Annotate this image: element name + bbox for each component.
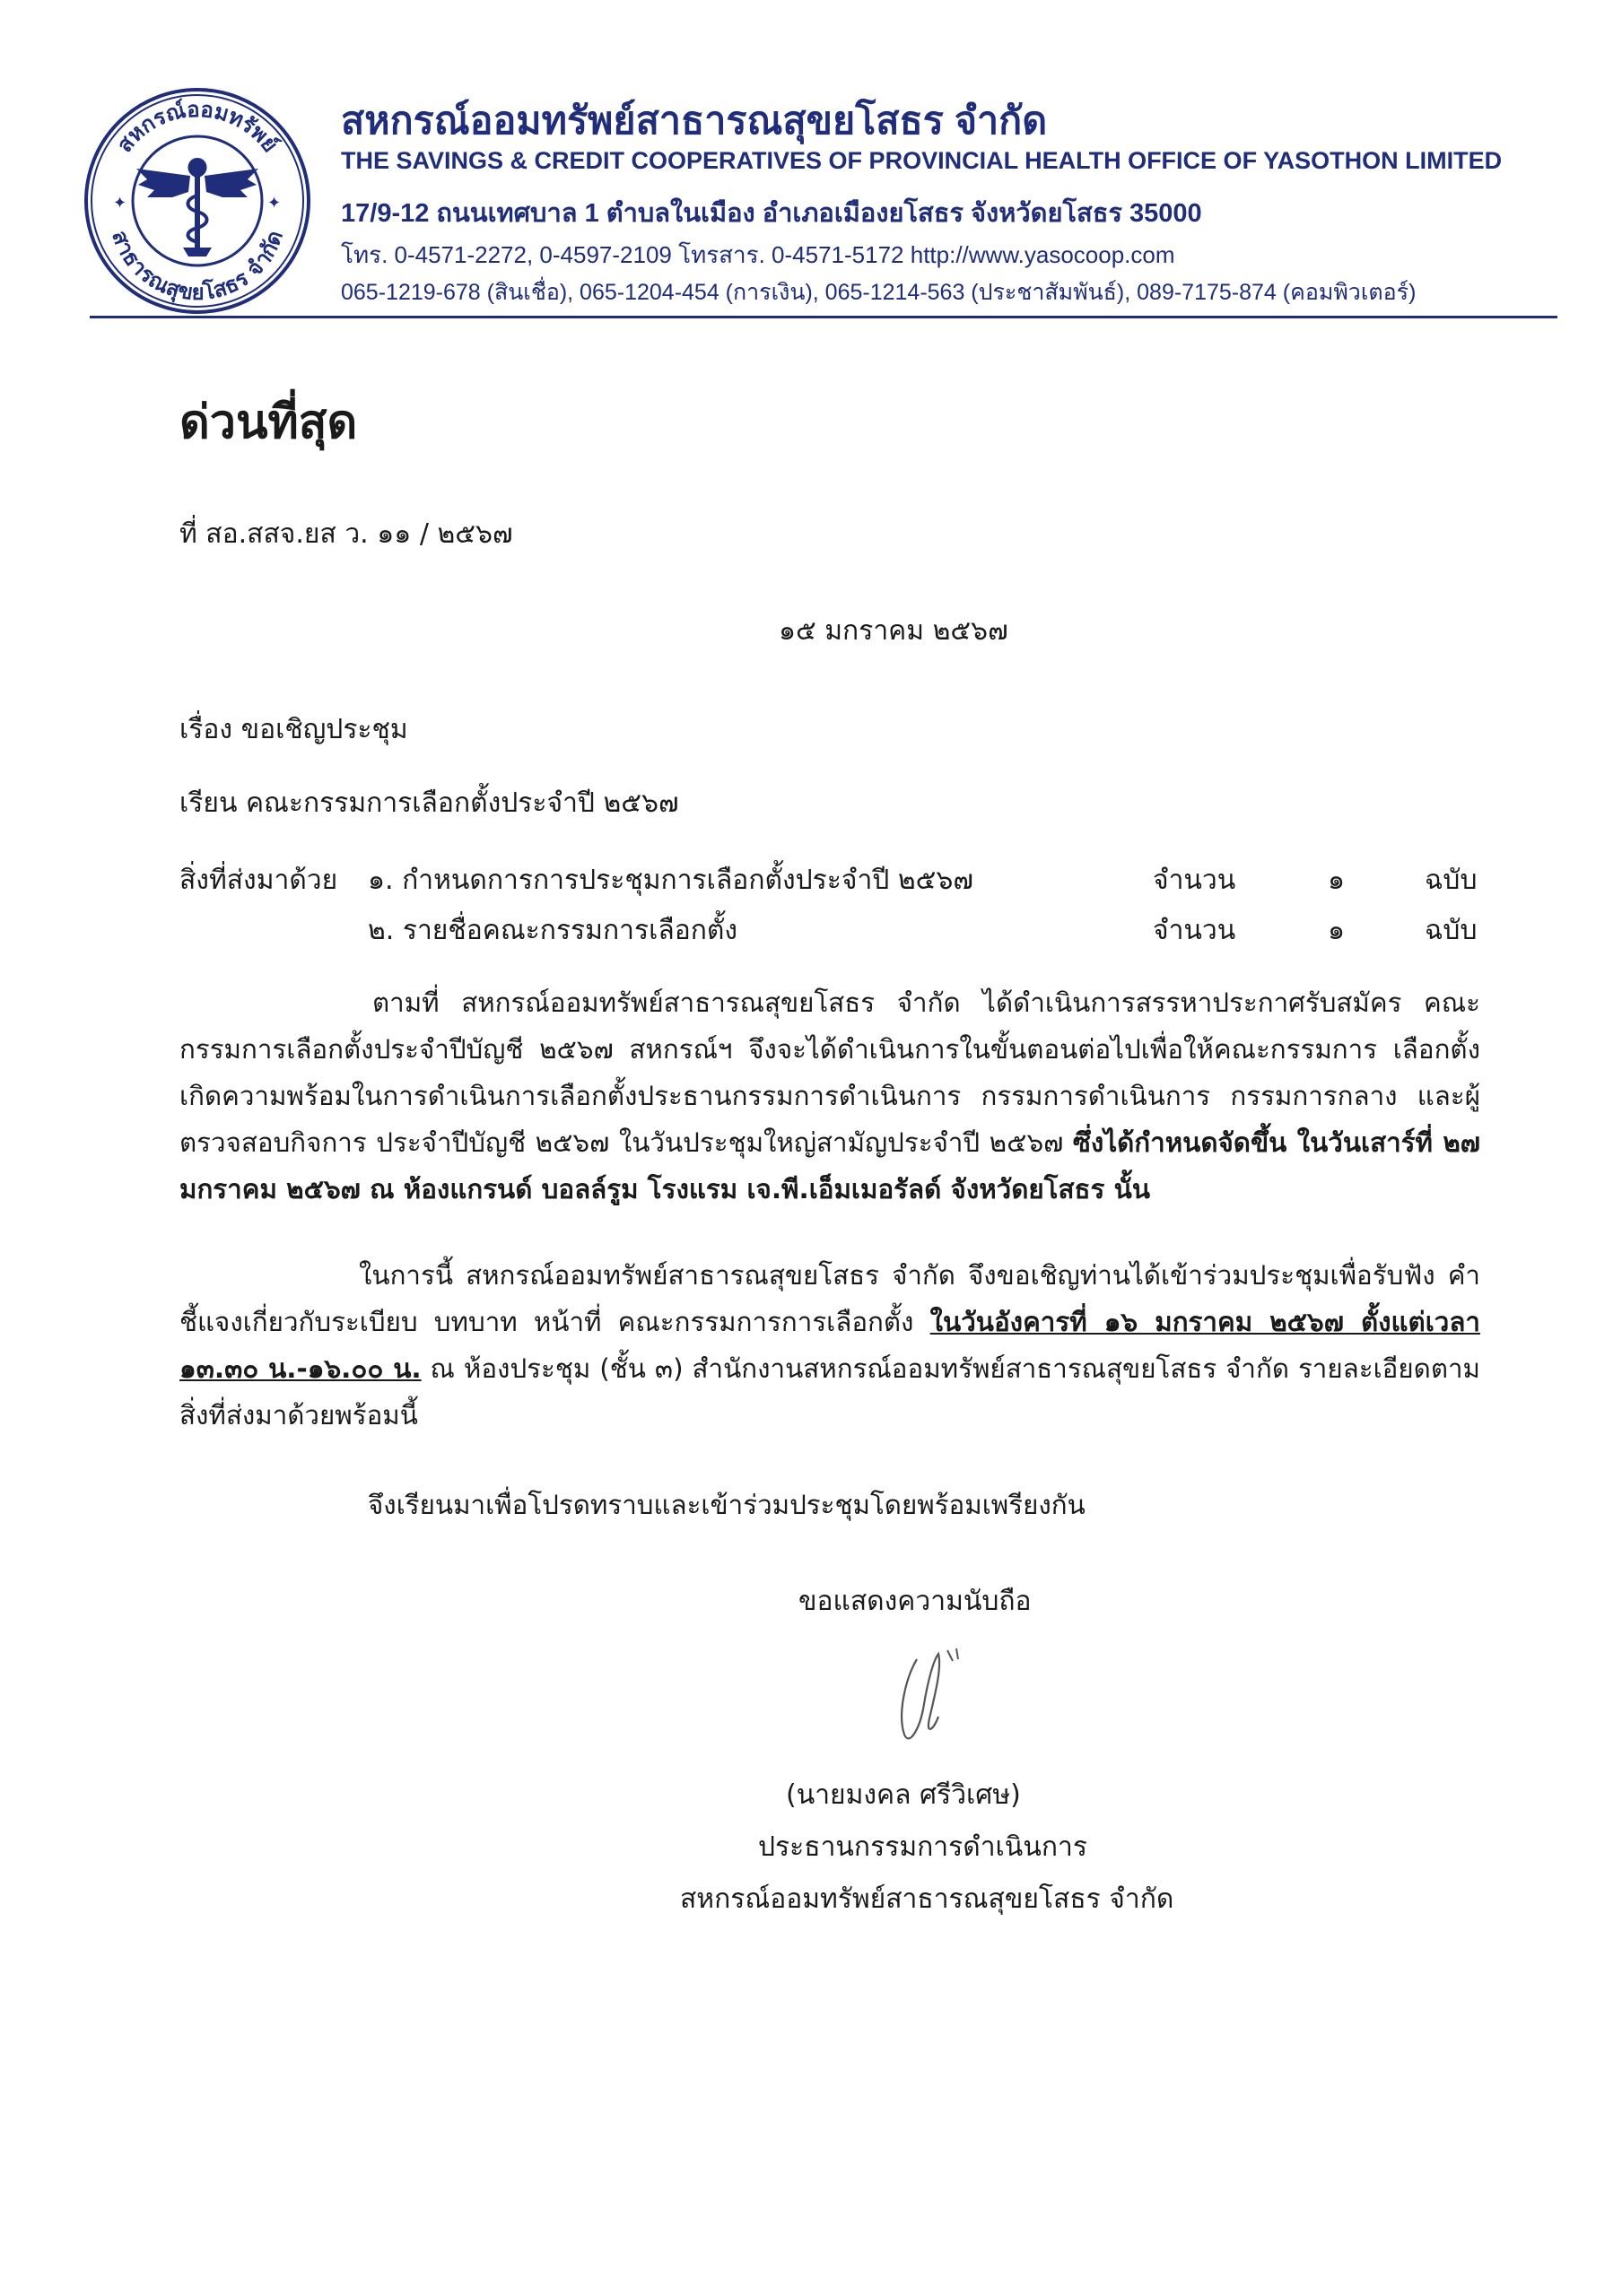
signer-title: ประธานกรรมการดำเนินการ — [758, 1831, 1087, 1863]
enclosure-unit: ฉบับ — [1425, 915, 1478, 946]
org-name-english: THE SAVINGS & CREDIT COOPERATIVES OF PROVINCIAL HEALTH OFFICE OF YASOTHON LIMITED — [341, 147, 1503, 174]
para2-location-text: ณ ห้องประชุม (ชั้น ๓) สำนักงานสหกรณ์ออมทรัพย์สาธารณสุขยโสธร จำกัด รายละเอียดตามสิ่งที่ส่งมาด้วยพร้อมนี้ — [179, 1353, 1480, 1431]
enclosure-row — [0, 909, 1622, 945]
org-name-thai: สหกรณ์ออมทรัพย์สาธารณสุขยโสธร จำกัด — [341, 100, 1048, 143]
seal-text-top: สหกรณ์ออมทรัพย์ — [111, 96, 283, 158]
para1-meeting-date-emphasis: ซึ่งได้กำหนดจัดขึ้น ในวันเสาร์ที่ ๒๗ มกราคม ๒๕๖๗ ณ ห้องแกรนด์ บอลล์รูม โรงแรม เจ.พี.เอ็มเมอรัลด์ จังหวัดยโสธร นั้น — [179, 1127, 1480, 1205]
letter-date: ๑๕ มกราคม ๒๕๖๗ — [779, 615, 1008, 647]
contact-phone-web: โทร. 0-4571-2272, 0-4597-2109 โทรสาร. 0-4571-5172 http://www.yasocoop.com — [341, 241, 1175, 268]
para2-briefing-date-emphasis: ในวันอังคารที่ ๑๖ มกราคม ๒๕๖๗ ตั้งแต่เวลา ๑๓.๓๐ น.-๑๖.๐๐ น. — [179, 1307, 1480, 1384]
enclosure-row — [0, 859, 1622, 895]
enclosure-count: ๑ — [1328, 915, 1346, 946]
letter-subject: เรื่อง ขอเชิญประชุม — [179, 714, 408, 745]
enclosure-item: ๑. กำหนดการการประชุมการเลือกตั้งประจำปี ๒๕๖๗ — [368, 865, 973, 896]
body-paragraph-1 — [179, 979, 1480, 1213]
contact-department-phones: 065-1219-678 (สินเชื่อ), 065-1204-454 (การเงิน), 065-1214-563 (ประชาสัมพันธ์), 089-7175-874 (คอมพิวเตอร์) — [341, 280, 1417, 305]
enclosure-unit: ฉบับ — [1425, 865, 1478, 896]
body-paragraph-3: จึงเรียนมาเพื่อโปรดทราบและเข้าร่วมประชุมโดยพร้อมเพรียงกัน — [368, 1490, 1086, 1520]
letterhead-divider — [90, 316, 1557, 318]
urgency-heading: ด่วนที่สุด — [179, 396, 358, 449]
signer-name: (นายมงคล ศรีวิเศษ) — [786, 1779, 1021, 1811]
enclosure-amount-label: จำนวน — [1153, 865, 1236, 896]
para1-text: ตามที่ สหกรณ์ออมทรัพย์สาธารณสุขยโสธร จำกัด ได้ดำเนินการสรรหาประกาศรับสมัคร คณะกรรมการเลือกตั้งประจำปีบัญชี ๒๕๖๗ สหกรณ์ฯ จึงจะได้ดำเนินการในขั้นตอนต่อไปเพื่อให้คณะกรรมการ เลือกตั้งเกิดความพร้อมในการดำเนินการเลือกตั้งประธานกรรมการดำเนินการ กรรมการดำเนินการ กรรมการกลาง และผู้ตรวจสอบกิจการ ประจำปีบัญชี ๒๕๖๗ ในวันประชุมใหญ่สามัญประจำปี ๒๕๖๗ — [179, 987, 1480, 1158]
svg-text:✦: ✦ — [113, 194, 127, 213]
body-paragraph-2 — [179, 1252, 1480, 1439]
enclosure-amount-label: จำนวน — [1153, 915, 1236, 946]
enclosures-label: สิ่งที่ส่งมาด้วย — [179, 865, 338, 896]
seal-text-bottom: สาธารณสุขยโสธร จำกัด — [107, 227, 288, 306]
signer-organization: สหกรณ์ออมทรัพย์สาธารณสุขยโสธร จำกัด — [680, 1883, 1174, 1915]
closing-salutation: ขอแสดงความนับถือ — [798, 1586, 1032, 1617]
letter-recipient: เรียน คณะกรรมการเลือกตั้งประจำปี ๒๕๖๗ — [179, 787, 679, 819]
para2-text: ในการนี้ สหกรณ์ออมทรัพย์สาธารณสุขยโสธร จำกัด จึงขอเชิญท่านได้เข้าร่วมประชุมเพื่อรับฟัง คำชี้แจงเกี่ยวกับระเบียบ บทบาท หน้าที่ คณะกรรมการการเลือกตั้ง — [179, 1260, 1480, 1337]
svg-text:✦: ✦ — [267, 194, 282, 213]
enclosure-count: ๑ — [1328, 865, 1346, 896]
cooperative-seal-logo — [83, 86, 312, 316]
reference-number: ที่ สอ.สสจ.ยส ว. ๑๑ / ๒๕๖๗ — [179, 518, 513, 550]
org-address: 17/9-12 ถนนเทศบาล 1 ตำบลในเมือง อำเภอเมืองยโสธร จังหวัดยโสธร 35000 — [341, 199, 1202, 228]
enclosure-item: ๒. รายชื่อคณะกรรมการเลือกตั้ง — [368, 915, 738, 946]
handwritten-signature — [870, 1641, 987, 1749]
